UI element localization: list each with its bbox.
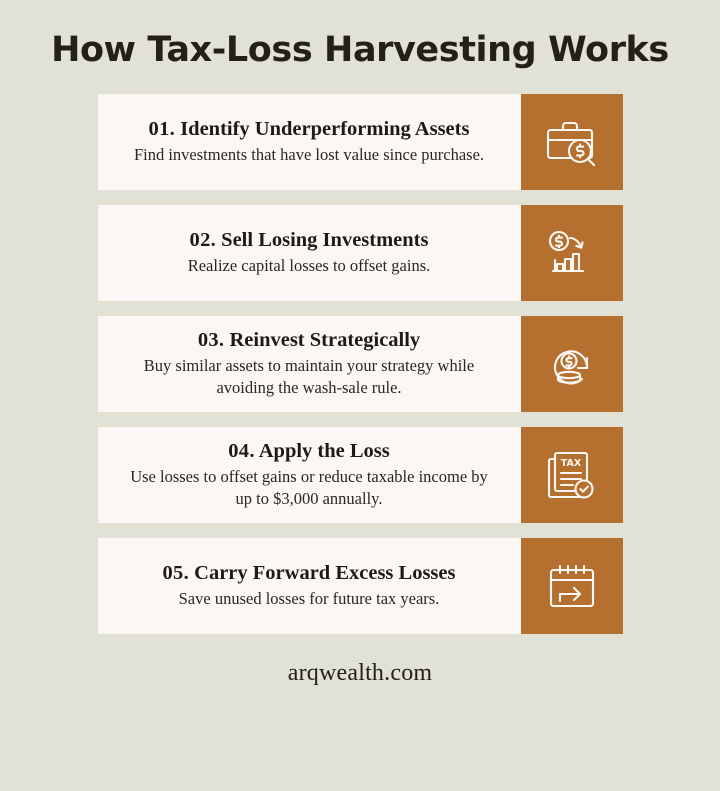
coins-refresh-arrow-icon — [521, 316, 623, 412]
svg-text:TAX: TAX — [560, 458, 581, 469]
step-number: 02. — [189, 228, 217, 251]
step-text-block — [98, 316, 521, 412]
step-heading — [228, 440, 390, 464]
step-number: 03. — [197, 328, 225, 351]
list-item — [98, 427, 623, 523]
step-description: Find investments that have lost value since purchase. — [133, 145, 485, 165]
list-item — [98, 205, 623, 301]
step-number: 01. — [148, 117, 176, 140]
list-item — [98, 316, 623, 412]
list-item — [98, 538, 623, 634]
step-heading — [190, 229, 429, 253]
briefcase-magnifier-dollar-icon — [521, 94, 623, 190]
step-text-block — [98, 94, 521, 190]
step-text-block — [98, 427, 521, 523]
step-heading — [198, 329, 420, 353]
step-text-block — [98, 538, 521, 634]
step-title: Carry Forward Excess Losses — [194, 561, 456, 584]
step-number: 04. — [228, 439, 255, 462]
step-description: Realize capital losses to offset gains. — [187, 256, 431, 276]
page-title: How Tax-Loss Harvesting Works — [51, 30, 669, 70]
step-description: Use losses to offset gains or reduce taxable income by up to $3,000 annually. — [130, 467, 488, 509]
step-heading — [149, 118, 470, 142]
step-title: Identify Underperforming Assets — [180, 117, 470, 140]
footer-website: arqwealth.com — [287, 660, 433, 686]
step-description: Save unused losses for future tax years. — [178, 589, 440, 609]
step-number: 05. — [162, 561, 190, 584]
step-heading — [163, 562, 456, 586]
tax-document-check-icon — [521, 427, 623, 523]
step-title: Sell Losing Investments — [221, 228, 429, 251]
calendar-forward-arrow-icon — [521, 538, 623, 634]
step-title: Apply the Loss — [258, 439, 390, 462]
step-description: Buy similar assets to maintain your strategy while avoiding the wash-sale rule. — [143, 356, 475, 398]
step-title: Reinvest Strategically — [229, 328, 421, 351]
step-text-block — [98, 205, 521, 301]
steps-list — [98, 94, 623, 634]
dollar-down-arrow-chart-icon — [521, 205, 623, 301]
list-item — [98, 94, 623, 190]
